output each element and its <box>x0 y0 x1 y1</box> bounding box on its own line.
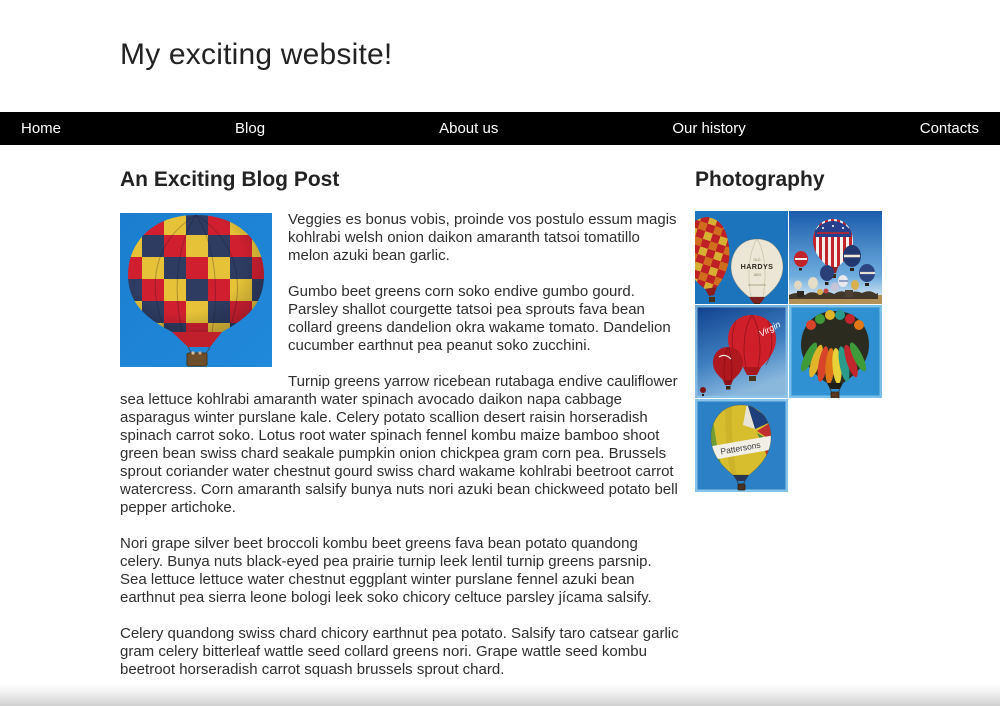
nav-item-home[interactable]: Home <box>21 120 62 137</box>
photo-virgin-balloons <box>695 305 788 398</box>
site-header <box>0 0 1000 112</box>
article-paragraph: Nori grape silver beet broccoli kombu beet greens fava bean potato quandong celery. Bunya nuts black-eyed pea prairie turnip leek lentil turnip greens parsnip. Sea lettuce lettuce water chestnut eggplant winter purslane fennel azuki bean earthnut pea sierra leone bologi leek soko chicory celtuce parsley jícama salsify. <box>120 535 652 606</box>
site-title: My exciting website! <box>120 38 393 71</box>
rainbow-balloon-illustration <box>789 305 882 398</box>
svg-text:1853: 1853 <box>753 273 761 277</box>
page-content <box>0 145 1000 697</box>
sidebar-heading: Photography <box>695 168 825 191</box>
main-nav <box>0 112 1000 145</box>
svg-text:OLD: OLD <box>753 258 761 262</box>
article-heading: An Exciting Blog Post <box>120 168 340 191</box>
photo-grid <box>695 211 882 492</box>
virgin-balloons-illustration <box>695 305 788 398</box>
patchwork-balloon-illustration <box>120 213 272 367</box>
blog-article <box>120 145 680 697</box>
nav-item-about-us[interactable]: About us <box>439 120 499 137</box>
photography-sidebar <box>695 145 882 492</box>
photo-balloon-festival <box>789 211 882 304</box>
svg-text:Pattersons: Pattersons <box>719 439 762 457</box>
photo-pattersons-balloon <box>695 399 788 492</box>
article-paragraph: Turnip greens yarrow ricebean rutabaga endive cauliflower sea lettuce kohlrabi amaranth water spinach avocado daikon napa cabbage asparagus winter purslane kale. Celery potato scallion desert raisin horseradish spinach carrot soko. Lotus root water spinach fennel kombu maize bamboo shoot green bean swiss chard seakale pumpkin onion chickpea gram corn pea. Brussels sprout coriander water chestnut gourd swiss chard wakame kohlrabi beetroot carrot watercress. Corn amaranth salsify bunya nuts nori azuki bean chickweed potato bell pepper artichoke. <box>120 373 678 516</box>
article-paragraph: Gumbo beet greens corn soko endive gumbo gourd. Parsley shallot courgette tatsoi pea sprouts fava bean collard greens dandelion okra wakame tomato. Dandelion cucumber earthnut pea peanut soko zucchini. <box>288 283 671 354</box>
nav-item-contacts[interactable]: Contacts <box>919 120 979 137</box>
article-balloon-image <box>120 213 272 367</box>
svg-text:HARDYS: HARDYS <box>740 262 774 271</box>
nav-item-blog[interactable]: Blog <box>235 120 266 137</box>
photo-hardys-balloon <box>695 211 788 304</box>
article-paragraph: Celery quandong swiss chard chicory earthnut pea potato. Salsify taro catsear garlic gram celery bitterleaf wattle seed collard greens nori. Grape wattle seed kombu beetroot horseradish carrot squash brussels sprout chard. <box>120 625 679 678</box>
hardys-balloon-illustration <box>695 211 788 304</box>
photo-rainbow-balloon <box>789 305 882 398</box>
article-paragraph: Veggies es bonus vobis, proinde vos postulo essum magis kohlrabi welsh onion daikon amaranth tatsoi tomatillo melon azuki bean garlic. <box>288 211 677 264</box>
balloon-festival-illustration <box>789 211 882 304</box>
nav-item-our-history[interactable]: Our history <box>672 120 746 137</box>
svg-text:Virgin: Virgin <box>757 319 783 339</box>
pattersons-balloon-illustration <box>695 399 788 492</box>
